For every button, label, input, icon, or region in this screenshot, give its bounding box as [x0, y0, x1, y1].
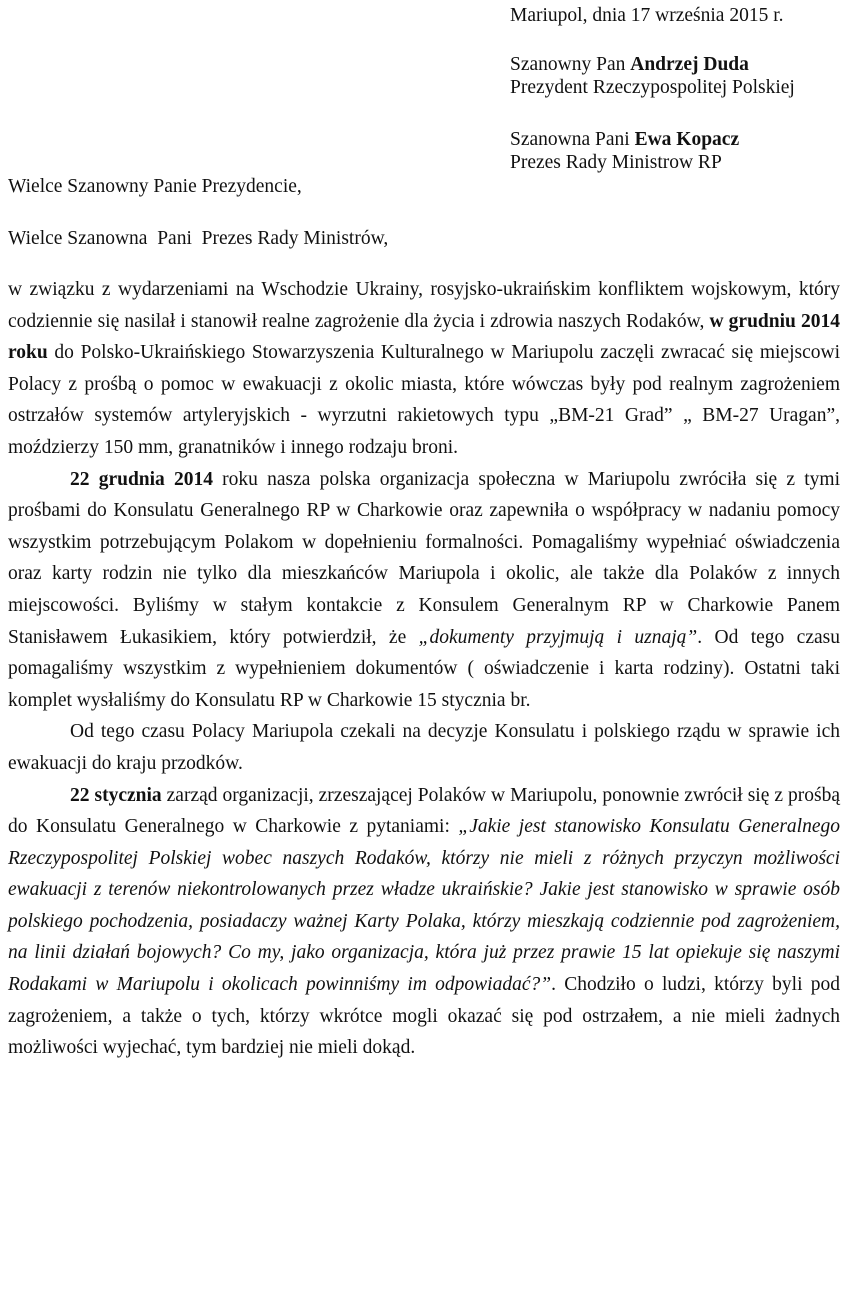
- salutation-prime-minister: Wielce Szanowna Pani Prezes Rady Ministrów,: [8, 228, 389, 249]
- p1-bold: w grudniu 2014 roku: [8, 310, 840, 364]
- p2-bold: 22 grudnia 2014: [70, 468, 213, 490]
- recipient-president-line1: [510, 53, 795, 76]
- p2-text-b: . Od tego czasu pomagaliśmy wszystkim z wypełnieniem dokumentów ( oświadczenie i karta rodziny). Ostatni taki komplet wysłaliśmy do Konsulatu RP w Charkowie 15 stycznia br.: [8, 626, 840, 711]
- recipient-president-name: Andrzej Duda: [630, 54, 749, 75]
- p4-bold: 22 stycznia: [70, 784, 162, 806]
- p2-text-a: roku nasza polska organizacja społeczna w Mariupolu zwróciła się z tymi prośbami do Konsulatu Generalnego RP w Charkowie oraz zapewniła o współpracy w nadaniu pomocy wszystkim potrzebującym Polakom w dopełnieniu formalności. Pomagaliśmy wypełniać oświadczenia oraz karty rodzin nie tylko dla mieszkańców Mariupola i okolic, ale także dla Polaków z innych miejscowości. Byliśmy w stałym kontakcie z Konsulem Generalnym RP w Charkowie Panem Stanisławem Łukasikiem, który potwierdził, że: [8, 468, 840, 648]
- recipient-president-prefix: Szanowny Pan: [510, 54, 626, 75]
- recipient-pm-title: Prezes Rady Ministrow RP: [510, 152, 722, 173]
- recipient-president: [510, 53, 795, 99]
- paragraph-1: [8, 274, 840, 464]
- p4-italic-questions: „Jakie jest stanowisko Konsulatu Generalnego Rzeczypospolitej Polskiej wobec naszych Rodaków, którzy nie mieli z różnych przyczyn możliwości ewakuacji z terenów niekontrolowanych przez władze ukraińskie? Jakie jest stanowisko w sprawie osób polskiego pochodzenia, posiadaczy ważnej Karty Polaka, którzy mieszkają codziennie pod zagrożeniem, na linii działań bojowych? Co my, jako organizacja, która już przez prawie 15 lat opiekuje się naszymi Rodakami w Mariupolu i okolicach powinniśmy im odpowiadać?”: [8, 816, 840, 996]
- paragraph-3: Od tego czasu Polacy Mariupola czekali na decyzje Konsulatu i polskiego rządu w sprawie ich ewakuacji do kraju przodków.: [8, 721, 840, 774]
- recipient-pm-prefix: Szanowna Pani: [510, 129, 630, 150]
- recipient-pm-name: Ewa Kopacz: [634, 129, 740, 150]
- p1-text-b: do Polsko-Ukraińskiego Stowarzyszenia Kulturalnego w Mariupolu zaczęli zwracać się miejscowi Polacy z prośbą o pomoc w ewakuacji z okolic miasta, które wówczas były pod realnym zagrożeniem ostrzałów systemów artyleryjskich - wyrzutni rakietowych typu „BM-21 Grad” „ BM-27 Uragan”, moździerzy 150 mm, granatników i innego rodzaju broni.: [8, 342, 840, 458]
- paragraph-2: [8, 464, 840, 717]
- recipient-prime-minister: [510, 128, 739, 174]
- letter-date: Mariupol, dnia 17 września 2015 r.: [510, 5, 784, 26]
- letter-body: [8, 274, 840, 1064]
- recipient-pm-line1: [510, 128, 739, 151]
- p2-italic-quote: „dokumenty przyjmują i uznają”: [418, 626, 698, 648]
- p1-text-a: w związku z wydarzeniami na Wschodzie Ukrainy, rosyjsko-ukraińskim konfliktem wojskowym, który codziennie się nasilał i stanowił realne zagrożenie dla życia i zdrowia naszych Rodaków,: [8, 279, 840, 332]
- p4-text-a: zarząd organizacji, zrzeszającej Polaków w Mariupolu, ponownie zwrócił się z prośbą do Konsulatu Generalnego w Charkowie z pytaniami:: [8, 784, 840, 838]
- p4-text-b: . Chodziło o ludzi, którzy byli pod zagrożeniem, a także o tych, którzy wkrótce mogli okazać się pod ostrzałem, a nie mieli żadnych możliwości wyjechać, tym bardziej nie mieli dokąd.: [8, 974, 840, 1059]
- paragraph-4: [8, 780, 840, 1064]
- salutation-president: Wielce Szanowny Panie Prezydencie,: [8, 176, 302, 197]
- recipient-president-title: Prezydent Rzeczypospolitej Polskiej: [510, 77, 795, 98]
